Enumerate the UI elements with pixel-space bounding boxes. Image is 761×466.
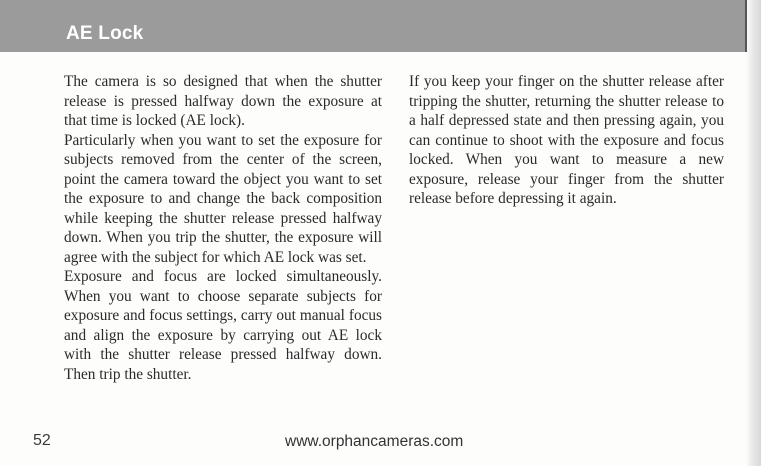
paragraph-continuous-shooting: If you keep your finger on the shutter release after tripping the shutter, returning the shutter release to a half depressed state and then pressing again, you can continue to shoot with the exposure and focus locked. When you want to measure a new exposure, release your finger from the shutter release before depressing it again. [409, 73, 724, 207]
page-edge-shadow [747, 0, 761, 466]
section-title: AE Lock [66, 23, 144, 44]
right-text-column [409, 72, 724, 209]
paragraph-intro: The camera is so designed that when the shutter release is pressed halfway down the exposure at that time is locked (AE lock). [64, 73, 382, 129]
left-text-column [64, 72, 382, 384]
page-number: 52 [33, 432, 51, 449]
paragraph-off-center-subjects: Particularly when you want to set the exposure for subjects removed from the center of the screen, point the camera toward the object you want to set the exposure to and change the back composition while keeping the shutter release pressed halfway down. When you trip the shutter, the exposure will agree with the subject for which AE lock was set. [64, 131, 382, 266]
paragraph-exposure-focus-lock: Exposure and focus are locked simultaneously. When you want to choose separate subjects for exposure and focus settings, carry out manual focus and align the exposure by carrying out AE lock with the shutter release pressed halfway down. Then trip the shutter. [64, 268, 382, 383]
footer-url: www.orphancameras.com [285, 433, 464, 450]
